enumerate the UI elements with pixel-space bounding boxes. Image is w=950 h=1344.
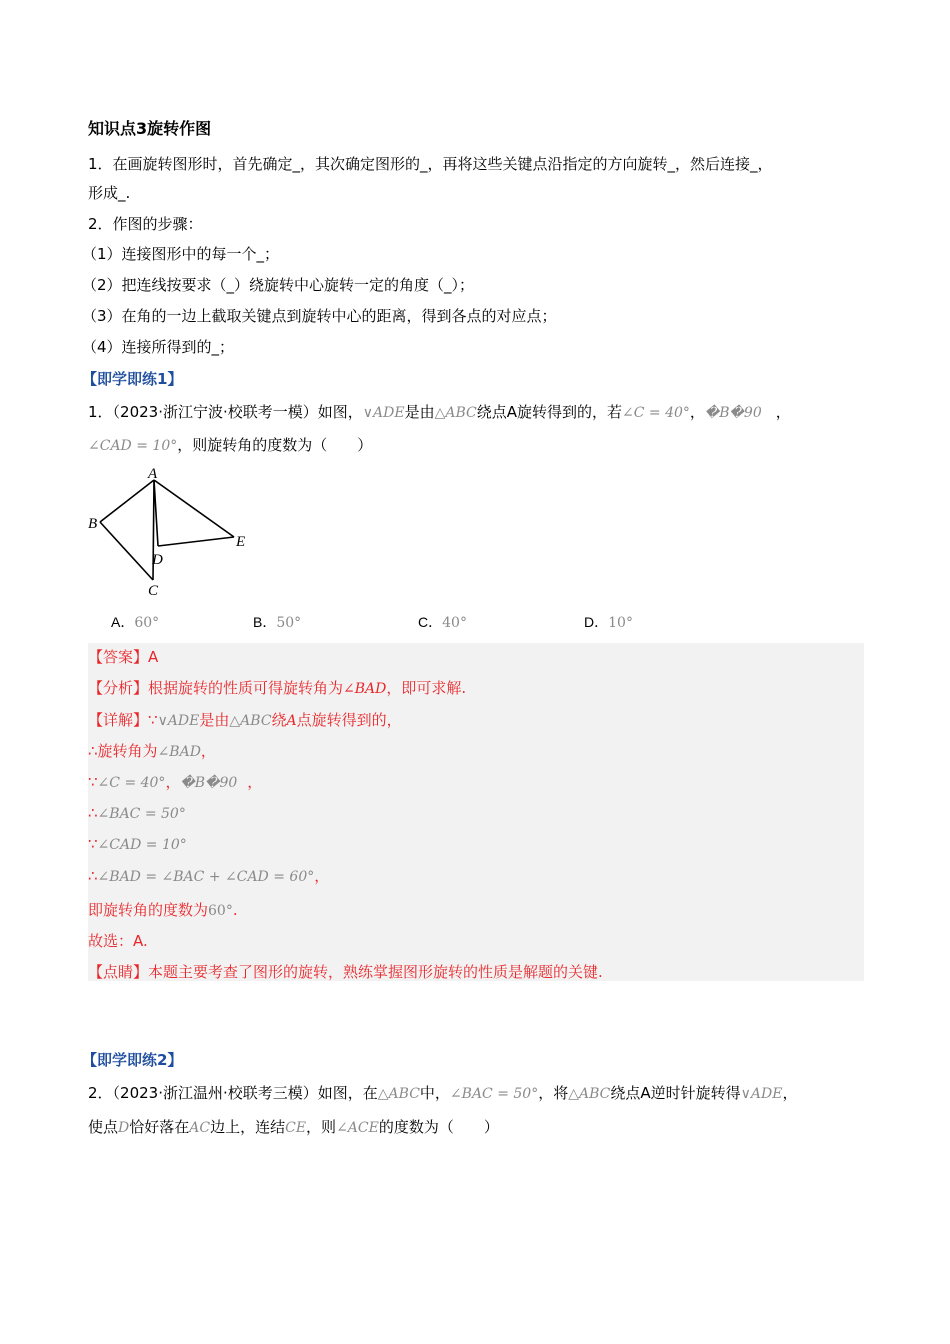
solution-detail-line-1 <box>88 710 402 731</box>
answer-value: A <box>148 648 159 666</box>
question-text: 绕点A旋转得到的，若 <box>476 403 622 421</box>
option-b-letter: B． <box>253 614 277 630</box>
detail-because: ∵ <box>148 711 158 729</box>
question-number: 2． <box>88 1084 113 1102</box>
option-b[interactable] <box>253 612 301 633</box>
angle-cad: ∠CAD = 10° <box>88 438 178 454</box>
separator: ， <box>689 403 705 421</box>
segment-ce: CE <box>285 1120 307 1136</box>
solution-detail-line-4 <box>88 803 186 824</box>
line-tail: . <box>232 901 238 919</box>
segment-ae <box>154 480 234 537</box>
line-sep: ， <box>165 773 181 791</box>
separator: ， <box>775 403 791 421</box>
detail-point-a: A <box>286 713 297 729</box>
because-symbol: ∵ <box>88 773 98 791</box>
step-2: （2）把连线按要求（_）绕旋转中心旋转一定的角度（_）； <box>82 276 475 294</box>
question-tail: ，则旋转角的度数为（ ） <box>177 436 373 454</box>
answer-tag: 【答案】 <box>88 648 149 666</box>
line-math: ∠C = 40° <box>97 775 166 791</box>
line-math: ∠BAD = ∠BAC + ∠CAD = 60° <box>97 869 315 885</box>
triangle-abc: △ABC <box>434 405 477 421</box>
analysis-tag: 【分析】 <box>88 679 149 697</box>
analysis-tail: ，即可求解. <box>386 679 467 697</box>
option-a-value: 60° <box>134 615 160 631</box>
line-math: ∠BAC = 50° <box>97 806 186 822</box>
therefore-symbol: ∴ <box>88 742 98 760</box>
solution-answer <box>88 647 158 667</box>
line-text: 旋转角为 <box>97 742 158 760</box>
practice-1-question-line-2 <box>88 435 372 456</box>
practice-2-question-line-2 <box>88 1117 499 1138</box>
segment-bc <box>100 522 153 580</box>
option-d[interactable] <box>584 612 633 633</box>
option-c-letter: C． <box>418 614 443 630</box>
detail-tail: 点旋转得到的， <box>296 711 402 729</box>
detail-triangle-ade: ∨ADE <box>157 713 200 729</box>
segment-de <box>158 537 234 546</box>
question-text: ，将 <box>538 1084 569 1102</box>
detail-text: 绕 <box>271 711 287 729</box>
analysis-text: 根据旋转的性质可得旋转角为 <box>148 679 344 697</box>
detail-text: 是由 <box>199 711 230 729</box>
triangle-abc-2: △ABC <box>568 1086 611 1102</box>
practice-2-question-line-1 <box>88 1083 797 1104</box>
option-a-letter: A． <box>111 614 135 630</box>
question-number: 1． <box>88 403 113 421</box>
comment-tag: 【点睛】 <box>88 963 149 981</box>
step-4: （4）连接所得到的_； <box>82 338 235 356</box>
solution-detail-line-8: 故选：A. <box>88 932 148 950</box>
line-tail: ， <box>247 773 263 791</box>
question-source: （2023·浙江宁波·校联考一模）如图， <box>112 403 363 421</box>
comment-text: 本题主要考查了图形的旋转，熟练掌握图形旋转的性质是解题的关键. <box>148 963 603 981</box>
detail-triangle-abc: △ABC <box>229 713 272 729</box>
solution-detail-line-2 <box>88 741 216 762</box>
solution-comment <box>88 962 603 982</box>
question-tail: 的度数为（ ） <box>378 1118 499 1136</box>
option-c-value: 40° <box>442 615 467 631</box>
line-math: 60° <box>208 903 233 919</box>
solution-detail-line-5 <box>88 834 187 855</box>
option-a[interactable] <box>111 612 159 633</box>
section-title: 知识点3旋转作图 <box>88 119 212 138</box>
detail-tag: 【详解】 <box>88 711 149 729</box>
option-b-value: 50° <box>276 615 302 631</box>
point-1-line-1: 1．在画旋转图形时，首先确定_，其次确定图形的_，再将这些关键点沿指定的方向旋转_，然后连接_， <box>88 155 773 173</box>
option-d-letter: D． <box>584 614 609 630</box>
triangle-ade: ∨ADE <box>740 1086 783 1102</box>
option-d-value: 10° <box>608 615 633 631</box>
point-d: D <box>118 1120 130 1136</box>
therefore-symbol: ∴ <box>88 804 98 822</box>
practice-2-heading: 【即学即练2】 <box>82 1051 183 1069</box>
question-source: （2023·浙江温州·校联考三模）如图，在 <box>112 1084 378 1102</box>
solution-detail-line-6 <box>88 866 329 887</box>
line-text: 即旋转角的度数为 <box>88 901 209 919</box>
line-math-2: �B�90 <box>180 775 238 791</box>
solution-detail-line-7 <box>88 900 238 921</box>
line-tail: ， <box>200 742 216 760</box>
question-text: 是由 <box>404 403 435 421</box>
angle-b: �B�90 <box>704 405 762 421</box>
line-math: ∠BAD <box>157 744 201 760</box>
line-tail: ， <box>314 867 330 885</box>
question-text: ， <box>782 1084 798 1102</box>
label-c: C <box>148 583 159 599</box>
step-3: （3）在角的一边上截取关键点到旋转中心的距离，得到各点的对应点； <box>82 307 557 325</box>
triangle-ade: ∨ADE <box>362 405 405 421</box>
point-2-title: 2．作图的步骤： <box>88 215 203 233</box>
because-symbol: ∵ <box>88 835 98 853</box>
label-a: A <box>148 466 158 482</box>
option-c[interactable] <box>418 612 467 633</box>
rotation-figure <box>84 464 264 604</box>
question-text: 边上，连结 <box>210 1118 286 1136</box>
solution-detail-line-3 <box>88 772 262 793</box>
point-1-line-2: 形成_. <box>88 184 131 202</box>
analysis-math: ∠BAD <box>343 681 387 697</box>
label-b: B <box>88 516 98 532</box>
segment-ac: AC <box>189 1120 211 1136</box>
question-text: 绕点A逆时针旋转得 <box>610 1084 741 1102</box>
line-math: ∠CAD = 10° <box>97 837 187 853</box>
segment-ad <box>154 480 158 546</box>
label-d: D <box>152 552 163 568</box>
angle-c: ∠C = 40° <box>622 405 690 421</box>
triangle-abc: △ABC <box>377 1086 420 1102</box>
question-text: ，则 <box>306 1118 337 1136</box>
question-text: 恰好落在 <box>129 1118 190 1136</box>
label-e: E <box>236 534 246 550</box>
question-text: 中， <box>419 1084 450 1102</box>
practice-1-question-line-1 <box>88 402 791 423</box>
question-text: 使点 <box>88 1118 119 1136</box>
step-1: （1）连接图形中的每一个_； <box>82 245 280 263</box>
angle-bac: ∠BAC = 50° <box>449 1086 539 1102</box>
angle-ace: ∠ACE <box>336 1120 379 1136</box>
practice-1-heading: 【即学即练1】 <box>82 370 183 388</box>
therefore-symbol: ∴ <box>88 867 98 885</box>
segment-ab <box>100 480 154 522</box>
solution-analysis <box>88 678 466 699</box>
